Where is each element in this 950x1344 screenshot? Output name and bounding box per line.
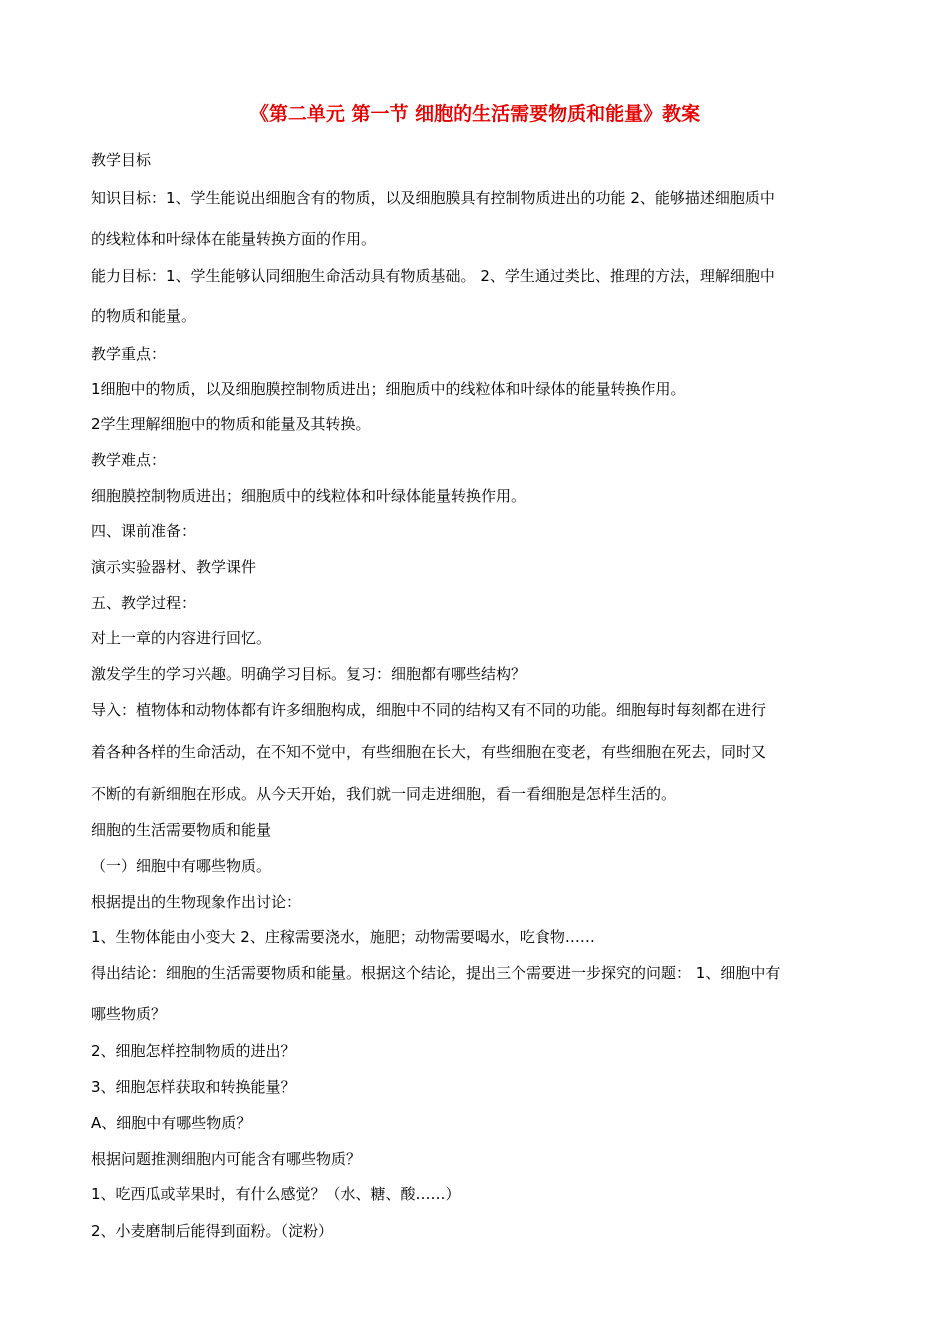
text-line: 的物质和能量。 bbox=[91, 307, 197, 325]
text-line: 着各种各样的生命活动，在不知不觉中，有些细胞在长大，有些细胞在变老，有些细胞在死去，同时又 bbox=[91, 743, 767, 761]
text-line: 细胞膜控制物质进出；细胞质中的线粒体和叶绿体能量转换作用。 bbox=[91, 487, 527, 505]
text-line: 3、细胞怎样获取和转换能量？ bbox=[91, 1078, 296, 1096]
document-title: 《第二单元 第一节 细胞的生活需要物质和能量》教案 bbox=[249, 103, 701, 125]
text-line: 1细胞中的物质，以及细胞膜控制物质进出；细胞质中的线粒体和叶绿体的能量转换作用。 bbox=[91, 380, 686, 398]
text-line: 激发学生的学习兴趣。明确学习目标。复习：细胞都有哪些结构？ bbox=[91, 665, 527, 683]
text-line: 细胞的生活需要物质和能量 bbox=[91, 821, 272, 839]
text-line: 哪些物质？ bbox=[91, 1005, 167, 1023]
text-line: 对上一章的内容进行回忆。 bbox=[91, 629, 272, 647]
section-heading-preparation: 四、课前准备： bbox=[91, 522, 197, 540]
text-line: 2、小麦磨制后能得到面粉。（淀粉） bbox=[91, 1222, 334, 1240]
text-line: 不断的有新细胞在形成。从今天开始，我们就一同走进细胞，看一看细胞是怎样生活的。 bbox=[91, 785, 677, 803]
text-line: 1、吃西瓜或苹果时，有什么感觉？（水、糖、酸……） bbox=[91, 1185, 461, 1203]
section-heading-objectives: 教学目标 bbox=[91, 151, 152, 169]
section-heading-difficulties: 教学难点： bbox=[91, 451, 167, 469]
text-line: 演示实验器材、教学课件 bbox=[91, 558, 257, 576]
text-line: （一）细胞中有哪些物质。 bbox=[91, 857, 272, 875]
text-line: A、细胞中有哪些物质？ bbox=[91, 1114, 252, 1132]
section-heading-process: 五、教学过程： bbox=[91, 594, 197, 612]
text-line: 得出结论：细胞的生活需要物质和能量。根据这个结论，提出三个需要进一步探究的问题： 1、细胞中有 bbox=[91, 964, 781, 982]
text-line: 知识目标：1、学生能说出细胞含有的物质，以及细胞膜具有控制物质进出的功能 2、能够描述细胞质中 bbox=[91, 189, 775, 207]
text-line: 的线粒体和叶绿体在能量转换方面的作用。 bbox=[91, 230, 377, 248]
text-line: 能力目标：1、学生能够认同细胞生命活动具有物质基础。 2、学生通过类比、推理的方法，理解细胞中 bbox=[91, 267, 775, 285]
text-line: 1、生物体能由小变大 2、庄稼需要浇水，施肥；动物需要喝水，吃食物…… bbox=[91, 928, 595, 946]
text-line: 2、细胞怎样控制物质的进出？ bbox=[91, 1042, 296, 1060]
text-line: 根据提出的生物现象作出讨论： bbox=[91, 893, 302, 911]
text-line: 导入：植物体和动物体都有许多细胞构成，细胞中不同的结构又有不同的功能。细胞每时每刻都在进行 bbox=[91, 701, 767, 719]
text-line: 2学生理解细胞中的物质和能量及其转换。 bbox=[91, 415, 371, 433]
text-line: 根据问题推测细胞内可能含有哪些物质？ bbox=[91, 1150, 362, 1168]
section-heading-key-points: 教学重点： bbox=[91, 345, 167, 363]
